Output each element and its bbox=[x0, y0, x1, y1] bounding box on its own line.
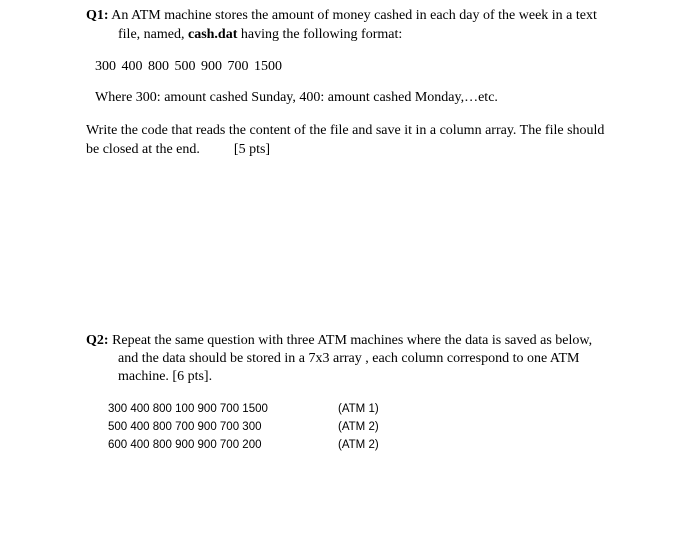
atm-data-row: 600 400 800 900 900 700 200 bbox=[108, 439, 262, 451]
q1-label: Q1: bbox=[86, 8, 109, 23]
q1-text-line-2-prefix: file, named, bbox=[118, 27, 188, 42]
q1-write-line-2 bbox=[86, 142, 270, 158]
atm-row-label: (ATM 2) bbox=[338, 439, 379, 451]
q1-where-line: Where 300: amount cashed Sunday, 400: amount cashed Monday,…etc. bbox=[95, 90, 498, 105]
q2-text-line-1: Repeat the same question with three ATM machines where the data is saved as below, bbox=[112, 333, 593, 348]
q1-points: [5 pts] bbox=[233, 142, 271, 157]
q2-label: Q2: bbox=[86, 333, 109, 348]
atm-data-row: 500 400 800 700 900 700 300 bbox=[108, 421, 262, 433]
q1-line-2 bbox=[118, 27, 402, 43]
q1-write-line-2-text: be closed at the end. bbox=[86, 142, 200, 157]
q1-line-1 bbox=[86, 8, 597, 24]
atm-row-label: (ATM 1) bbox=[338, 403, 379, 415]
q1-write-line-1: Write the code that reads the content of the file and save it in a column array. The file should bbox=[86, 123, 605, 138]
q2-line-2: and the data should be stored in a 7x3 array , each column correspond to one ATM bbox=[118, 351, 580, 366]
atm-data-row: 300 400 800 100 900 700 1500 bbox=[108, 403, 268, 415]
q2-line-3: machine. [6 pts]. bbox=[118, 369, 213, 384]
q1-data-line: 300 400 800 500 900 700 1500 bbox=[95, 59, 282, 74]
q1-text-line-2-suffix: having the following format: bbox=[237, 27, 403, 42]
q2-line-1 bbox=[86, 333, 592, 349]
atm-row-label: (ATM 2) bbox=[338, 421, 379, 433]
q1-text-line-1: An ATM machine stores the amount of money cashed in each day of the week in a text bbox=[111, 8, 597, 23]
q1-filename: cash.dat bbox=[187, 27, 238, 42]
